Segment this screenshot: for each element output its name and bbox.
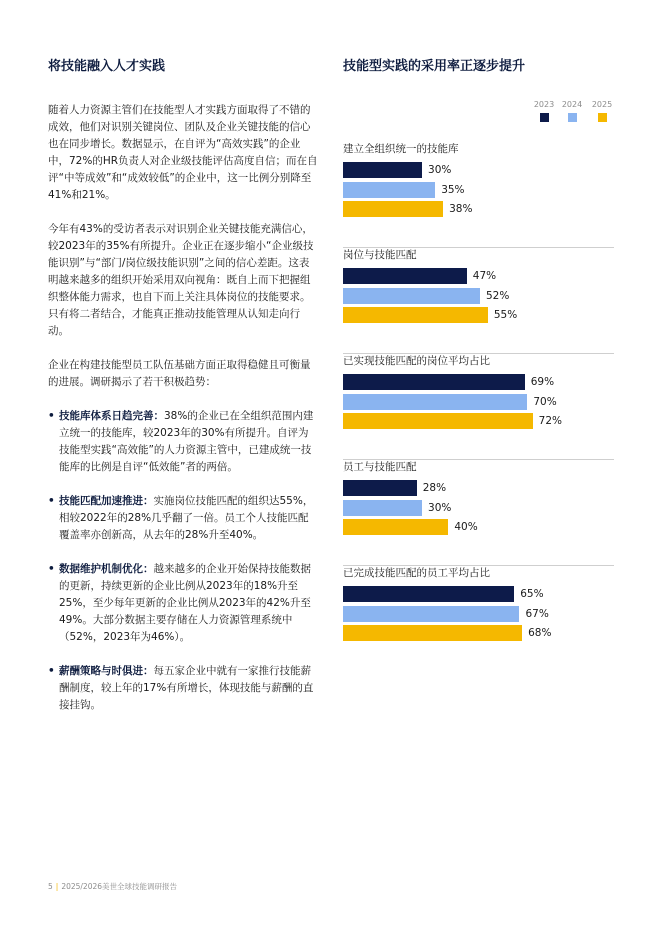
bar-row — [343, 413, 614, 429]
bar-2024 — [343, 394, 527, 410]
bar-2024 — [343, 182, 435, 198]
data-label: 67% — [525, 607, 549, 620]
data-label: 65% — [520, 588, 544, 600]
bar-2025 — [343, 307, 488, 323]
bar-2023 — [343, 268, 467, 284]
bullet-title: 技能库体系日趋完善： — [59, 410, 164, 422]
bar-2024 — [343, 500, 422, 516]
data-label: 35% — [441, 183, 465, 196]
paragraph-1: 随着人力资源主管们在技能型人才实践方面取得了不错的成效，他们对识别关键岗位、团队及企业关键技能的信心也在同步增长。数据显示，在自评为“高效实践”的企业中，72%的HR负责人对企业级技能评估高度自信；而在自评“中等成效”和“成效较低”的企业中，这一比例分别降至41%和21%。 — [48, 104, 318, 201]
legend-label: 2025 — [591, 100, 613, 109]
bar-chart — [343, 142, 614, 672]
data-label: 72% — [538, 415, 562, 427]
section-heading: 将技能融入人才实践 — [48, 59, 166, 74]
bar-2025 — [343, 413, 533, 429]
bar-row — [343, 182, 614, 198]
bar-row — [343, 480, 614, 496]
category-label: 建立全组织统一的技能库 — [343, 143, 459, 155]
data-label: 68% — [528, 627, 552, 639]
bar-2023 — [343, 162, 422, 178]
bullet-dot-icon: • — [48, 410, 55, 422]
data-label: 30% — [428, 501, 452, 514]
bar-2024 — [343, 606, 519, 622]
data-label: 28% — [422, 482, 447, 494]
bar-2023 — [343, 480, 417, 496]
bullet-pay-strategy — [48, 663, 318, 714]
bar-row — [343, 288, 614, 304]
data-label: 38% — [449, 203, 473, 215]
chart-group-0 — [343, 142, 614, 248]
bullet-text: 实施岗位技能匹配的组织达55%，相较2022年的28%几乎翻了一倍。员工个人技能匹配覆盖率亦创新高，从去年的28%升至40%。 — [59, 495, 314, 541]
bar-2023 — [343, 374, 525, 390]
legend-item-2025 — [589, 100, 615, 122]
bullet-dot-icon: • — [48, 563, 55, 575]
data-label: 70% — [533, 395, 557, 408]
bullet-text: 越来越多的企业开始保持技能数据的更新，持续更新的企业比例从2023年的18%升至25%，至少每年更新的企业比例从2023年的42%升至49%。大部分数据主要存储在人力资源管理系统中（52%，2023年为46%）。 — [59, 563, 311, 643]
bullet-dot-icon: • — [48, 665, 55, 677]
bar-row — [343, 162, 614, 178]
bar-2025 — [343, 519, 448, 535]
page-footer — [48, 882, 177, 892]
data-label: 47% — [472, 270, 497, 282]
bar-row — [343, 201, 614, 217]
chart-heading: 技能型实践的采用率正逐步提升 — [343, 59, 526, 74]
bullet-text: 每五家企业中就有一家推行技能薪酬制度，较上年的17%有所增长，体现技能与薪酬的直接挂钩。 — [59, 665, 314, 711]
chart-group-4 — [343, 566, 614, 672]
chart-group-2 — [343, 354, 614, 460]
bar-row — [343, 519, 614, 535]
bar-row — [343, 586, 614, 602]
report-title: 2025/2026美世全球技能调研报告 — [61, 882, 178, 891]
bar-row — [343, 268, 614, 284]
category-label: 已完成技能匹配的员工平均占比 — [343, 567, 490, 579]
page-number: 5 — [48, 882, 53, 891]
bullet-dot-icon: • — [48, 495, 55, 507]
bullet-skills-matching — [48, 493, 318, 544]
bar-2025 — [343, 625, 522, 641]
legend-label: 2024 — [561, 100, 583, 109]
legend-item-2023 — [531, 100, 557, 122]
legend-swatch — [598, 113, 607, 122]
legend-swatch — [568, 113, 577, 122]
data-label: 55% — [493, 309, 518, 321]
bar-row — [343, 606, 614, 622]
left-column — [48, 58, 318, 731]
bar-2024 — [343, 288, 480, 304]
category-label: 员工与技能匹配 — [343, 461, 417, 473]
legend-label: 2023 — [533, 100, 555, 109]
bar-row — [343, 625, 614, 641]
right-column — [343, 58, 614, 76]
bullet-title: 技能匹配加速推进： — [59, 495, 154, 507]
bullet-title: 数据维护机制优化： — [59, 563, 154, 575]
data-label: 69% — [530, 376, 555, 388]
bullet-text: 38%的企业已在全组织范围内建立统一的技能库，较2023年的30%有所提升。自评为技能型实践“高效能”的人力资源主管中，已建成统一技能库的比例是自评“低效能”者的两倍。 — [59, 410, 314, 473]
bullet-title: 薪酬策略与时俱进： — [59, 665, 154, 677]
paragraph-2: 今年有43%的受访者表示对识别企业关键技能充满信心，较2023年的35%有所提升。企业正在逐步缩小“企业级技能识别”与“部门/岗位级技能识别”之间的信心差距。这表明越来越多的组织开始采用双向视角：既自上而下把握组织整体能力需求，也自下而上关注具体岗位的技能要求。只有将二者结合，才能真正推动技能管理从认知走向行动。 — [48, 223, 314, 337]
bullet-data-maintenance — [48, 561, 318, 646]
bar-2023 — [343, 586, 514, 602]
category-label: 已实现技能匹配的岗位平均占比 — [343, 355, 490, 367]
footer-separator: | — [55, 882, 59, 891]
data-label: 52% — [485, 289, 510, 302]
bullet-skills-library — [48, 408, 318, 476]
chart-group-1 — [343, 248, 614, 354]
bar-2025 — [343, 201, 443, 217]
bar-row — [343, 374, 614, 390]
bar-row — [343, 500, 614, 516]
bar-row — [343, 307, 614, 323]
chart-group-3 — [343, 460, 614, 566]
legend-item-2024 — [559, 100, 585, 122]
legend-swatch — [540, 113, 549, 122]
bar-row — [343, 394, 614, 410]
chart-legend — [343, 100, 614, 124]
category-label: 岗位与技能匹配 — [343, 249, 417, 261]
data-label: 30% — [428, 164, 452, 176]
paragraph-3: 企业在构建技能型员工队伍基础方面正取得稳健且可衡量的进展。调研揭示了若干积极趋势： — [48, 359, 311, 388]
data-label: 40% — [454, 521, 478, 533]
